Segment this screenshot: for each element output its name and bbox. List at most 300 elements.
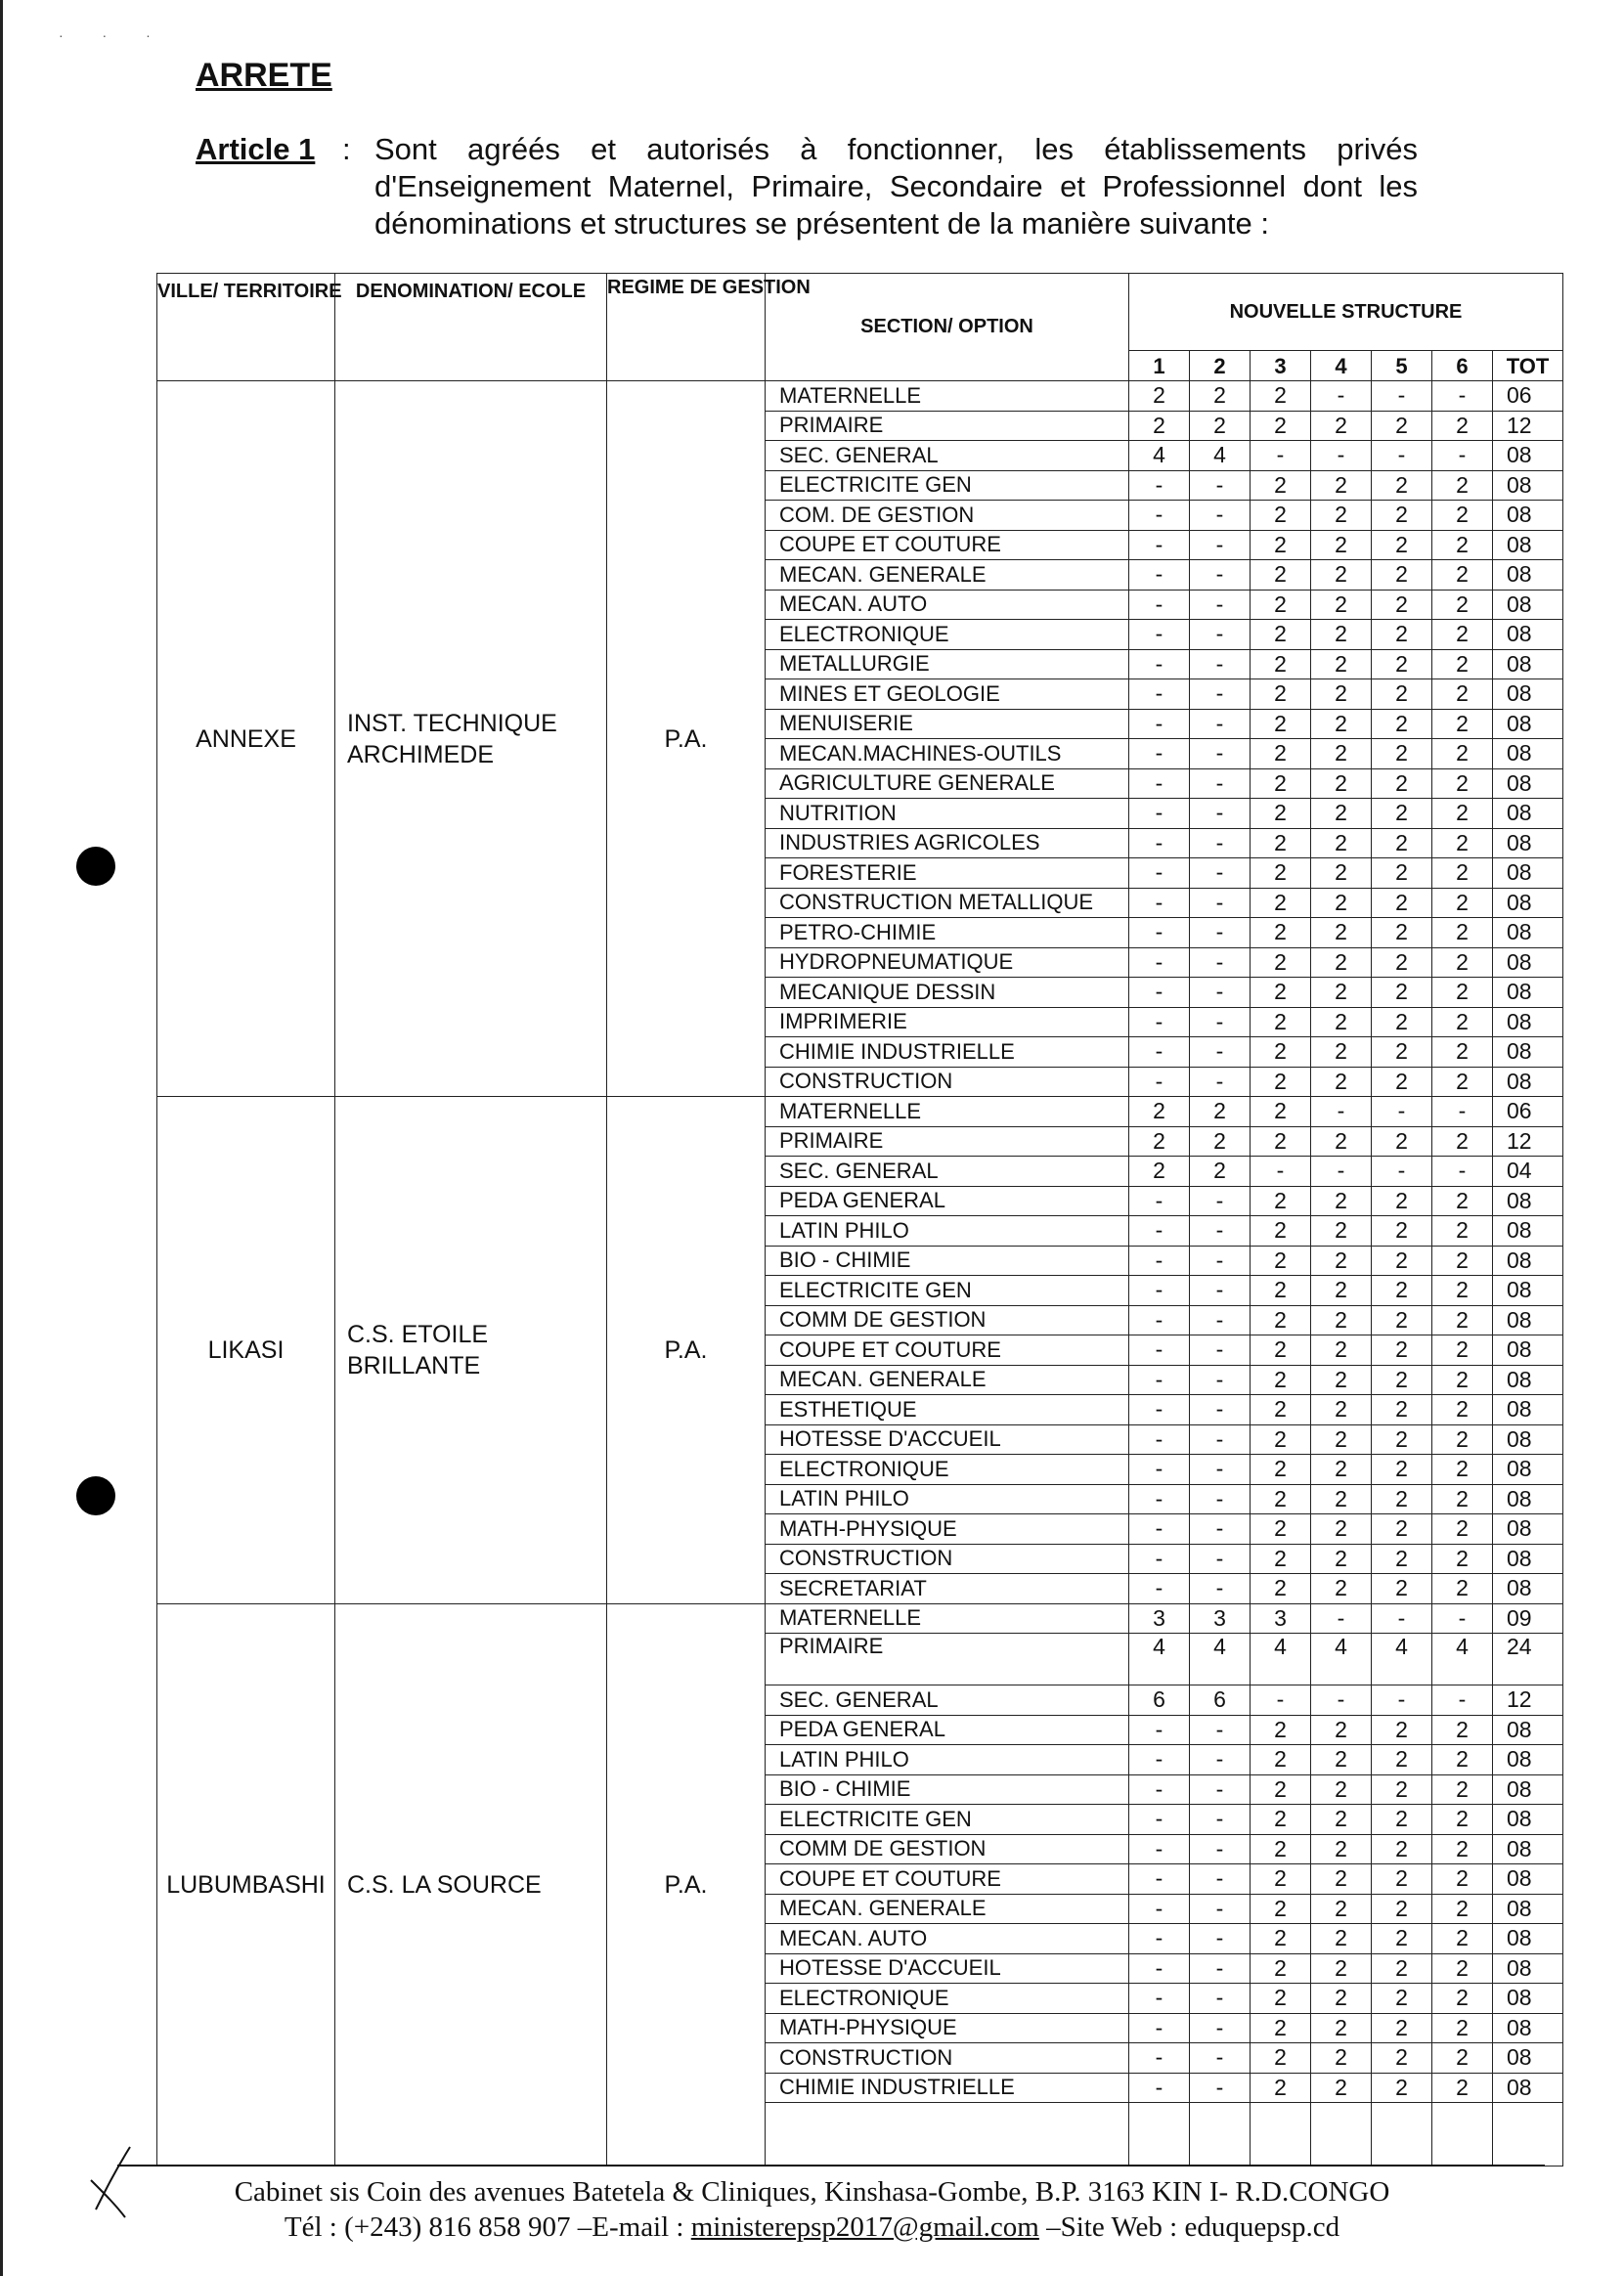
option-cell: NUTRITION bbox=[766, 799, 1129, 829]
table-row bbox=[157, 1603, 1563, 1634]
year-6-cell: 2 bbox=[1432, 1455, 1493, 1485]
year-3-cell: 2 bbox=[1251, 2073, 1311, 2103]
year-5-cell: 2 bbox=[1372, 1514, 1432, 1545]
total-cell: 09 bbox=[1493, 1603, 1563, 1634]
year-2-cell: - bbox=[1190, 739, 1251, 769]
year-1-cell: 2 bbox=[1129, 411, 1190, 441]
header-col-3: 3 bbox=[1251, 351, 1311, 381]
year-3-cell: 2 bbox=[1251, 1246, 1311, 1276]
total-cell: 08 bbox=[1493, 1216, 1563, 1247]
total-cell: 08 bbox=[1493, 1745, 1563, 1775]
option-cell: COMM DE GESTION bbox=[766, 1834, 1129, 1864]
year-5-cell: 2 bbox=[1372, 1424, 1432, 1455]
year-2-cell: - bbox=[1190, 1186, 1251, 1216]
option-cell: ELECTRICITE GEN bbox=[766, 1276, 1129, 1306]
year-6-cell: - bbox=[1432, 441, 1493, 471]
year-5-cell: 2 bbox=[1372, 1276, 1432, 1306]
year-3-cell: 2 bbox=[1251, 1424, 1311, 1455]
total-cell: 08 bbox=[1493, 1424, 1563, 1455]
footer-site: –Site Web : eduquepsp.cd bbox=[1038, 2211, 1340, 2243]
year-1-cell: - bbox=[1129, 1484, 1190, 1514]
header-col-5: 5 bbox=[1372, 351, 1432, 381]
year-2-cell bbox=[1190, 2103, 1251, 2167]
year-3-cell: 2 bbox=[1251, 1484, 1311, 1514]
year-6-cell: 2 bbox=[1432, 1246, 1493, 1276]
year-4-cell: 2 bbox=[1311, 1924, 1372, 1954]
year-5-cell: 2 bbox=[1372, 1864, 1432, 1895]
year-2-cell: - bbox=[1190, 530, 1251, 560]
year-6-cell: 2 bbox=[1432, 679, 1493, 710]
year-1-cell: - bbox=[1129, 1037, 1190, 1068]
year-1-cell: 2 bbox=[1129, 381, 1190, 412]
year-6-cell: 2 bbox=[1432, 1037, 1493, 1068]
total-cell: 08 bbox=[1493, 1037, 1563, 1068]
year-1-cell: - bbox=[1129, 1067, 1190, 1097]
year-5-cell: 2 bbox=[1372, 1574, 1432, 1604]
year-5-cell: 2 bbox=[1372, 918, 1432, 948]
header-denomination: DENOMINATION/ ECOLE bbox=[335, 274, 607, 381]
option-cell: CONSTRUCTION METALLIQUE bbox=[766, 888, 1129, 918]
option-cell: ELECTRONIQUE bbox=[766, 620, 1129, 650]
year-3-cell: 2 bbox=[1251, 1455, 1311, 1485]
year-4-cell: 2 bbox=[1311, 530, 1372, 560]
year-5-cell: 2 bbox=[1372, 1834, 1432, 1864]
option-cell: PRIMAIRE bbox=[766, 1126, 1129, 1157]
year-1-cell: 4 bbox=[1129, 441, 1190, 471]
year-1-cell: - bbox=[1129, 739, 1190, 769]
year-5-cell: 2 bbox=[1372, 709, 1432, 739]
year-5-cell: 2 bbox=[1372, 1894, 1432, 1924]
year-6-cell: 2 bbox=[1432, 560, 1493, 591]
year-2-cell: - bbox=[1190, 1574, 1251, 1604]
year-6-cell: 2 bbox=[1432, 1395, 1493, 1425]
year-6-cell: 2 bbox=[1432, 1745, 1493, 1775]
option-cell: ELECTRONIQUE bbox=[766, 1984, 1129, 2014]
year-1-cell: - bbox=[1129, 1246, 1190, 1276]
year-2-cell: - bbox=[1190, 470, 1251, 501]
ecole-cell: INST. TECHNIQUE ARCHIMEDE bbox=[335, 381, 607, 1097]
option-cell: AGRICULTURE GENERALE bbox=[766, 768, 1129, 799]
year-4-cell: 2 bbox=[1311, 1455, 1372, 1485]
year-5-cell: 2 bbox=[1372, 590, 1432, 620]
year-1-cell: - bbox=[1129, 1186, 1190, 1216]
total-cell: 08 bbox=[1493, 1894, 1563, 1924]
year-3-cell: - bbox=[1251, 441, 1311, 471]
year-1-cell: - bbox=[1129, 1715, 1190, 1745]
year-5-cell: 2 bbox=[1372, 1484, 1432, 1514]
year-1-cell: - bbox=[1129, 590, 1190, 620]
year-3-cell: 2 bbox=[1251, 1774, 1311, 1805]
year-3-cell: 2 bbox=[1251, 649, 1311, 679]
header-col-6: 6 bbox=[1432, 351, 1493, 381]
year-2-cell: - bbox=[1190, 1805, 1251, 1835]
year-5-cell: 2 bbox=[1372, 799, 1432, 829]
year-4-cell: 2 bbox=[1311, 1574, 1372, 1604]
header-regime: REGIME DE GESTION bbox=[607, 274, 766, 381]
total-cell: 08 bbox=[1493, 1984, 1563, 2014]
year-2-cell: - bbox=[1190, 1007, 1251, 1037]
total-cell: 08 bbox=[1493, 1395, 1563, 1425]
year-6-cell: 2 bbox=[1432, 620, 1493, 650]
year-1-cell: - bbox=[1129, 1864, 1190, 1895]
year-3-cell: 2 bbox=[1251, 1805, 1311, 1835]
year-4-cell: 2 bbox=[1311, 1544, 1372, 1574]
year-4-cell: 2 bbox=[1311, 679, 1372, 710]
year-1-cell: - bbox=[1129, 2043, 1190, 2074]
year-5-cell: 2 bbox=[1372, 1774, 1432, 1805]
total-cell: 08 bbox=[1493, 1067, 1563, 1097]
year-3-cell: 2 bbox=[1251, 1544, 1311, 1574]
year-1-cell: - bbox=[1129, 620, 1190, 650]
year-6-cell: 2 bbox=[1432, 1007, 1493, 1037]
year-2-cell: - bbox=[1190, 1365, 1251, 1395]
year-4-cell: - bbox=[1311, 381, 1372, 412]
total-cell: 08 bbox=[1493, 1484, 1563, 1514]
year-3-cell: 2 bbox=[1251, 828, 1311, 858]
year-3-cell: 2 bbox=[1251, 1037, 1311, 1068]
year-4-cell: - bbox=[1311, 1157, 1372, 1187]
year-5-cell: 2 bbox=[1372, 679, 1432, 710]
option-cell: PEDA GENERAL bbox=[766, 1186, 1129, 1216]
year-5-cell bbox=[1372, 2103, 1432, 2167]
year-1-cell: - bbox=[1129, 2073, 1190, 2103]
year-4-cell: 2 bbox=[1311, 1484, 1372, 1514]
total-cell: 06 bbox=[1493, 381, 1563, 412]
year-2-cell: 6 bbox=[1190, 1685, 1251, 1716]
year-5-cell: 2 bbox=[1372, 1924, 1432, 1954]
year-4-cell: 2 bbox=[1311, 1067, 1372, 1097]
year-3-cell: 2 bbox=[1251, 381, 1311, 412]
year-1-cell: - bbox=[1129, 530, 1190, 560]
total-cell: 08 bbox=[1493, 679, 1563, 710]
total-cell: 08 bbox=[1493, 978, 1563, 1008]
year-1-cell: 2 bbox=[1129, 1126, 1190, 1157]
year-3-cell: 2 bbox=[1251, 1984, 1311, 2014]
option-cell: SECRETARIAT bbox=[766, 1574, 1129, 1604]
year-2-cell: - bbox=[1190, 1953, 1251, 1984]
year-2-cell: - bbox=[1190, 2013, 1251, 2043]
option-cell: PETRO-CHIMIE bbox=[766, 918, 1129, 948]
year-2-cell: - bbox=[1190, 1984, 1251, 2014]
year-4-cell: 2 bbox=[1311, 1246, 1372, 1276]
option-cell bbox=[766, 2103, 1129, 2167]
year-3-cell: 2 bbox=[1251, 918, 1311, 948]
year-2-cell: - bbox=[1190, 590, 1251, 620]
total-cell: 08 bbox=[1493, 1953, 1563, 1984]
year-5-cell: - bbox=[1372, 1603, 1432, 1634]
year-4-cell: 2 bbox=[1311, 768, 1372, 799]
year-5-cell: 2 bbox=[1372, 1335, 1432, 1366]
year-3-cell: 2 bbox=[1251, 590, 1311, 620]
regime-cell: P.A. bbox=[607, 1097, 766, 1604]
option-cell: BIO - CHIMIE bbox=[766, 1246, 1129, 1276]
year-4-cell: 2 bbox=[1311, 470, 1372, 501]
punch-hole-top bbox=[76, 847, 115, 886]
year-3-cell: 2 bbox=[1251, 1745, 1311, 1775]
option-cell: MATERNELLE bbox=[766, 1603, 1129, 1634]
option-cell: SEC. GENERAL bbox=[766, 441, 1129, 471]
header-section: SECTION/ OPTION bbox=[766, 274, 1129, 381]
total-cell: 08 bbox=[1493, 1276, 1563, 1306]
header-col-tot: TOT bbox=[1493, 351, 1563, 381]
year-4-cell: 2 bbox=[1311, 649, 1372, 679]
year-1-cell: - bbox=[1129, 1395, 1190, 1425]
year-5-cell: 2 bbox=[1372, 828, 1432, 858]
year-4-cell: 2 bbox=[1311, 1395, 1372, 1425]
year-3-cell: 2 bbox=[1251, 1514, 1311, 1545]
year-6-cell: 2 bbox=[1432, 918, 1493, 948]
total-cell: 08 bbox=[1493, 1186, 1563, 1216]
year-5-cell: 2 bbox=[1372, 530, 1432, 560]
year-4-cell: 2 bbox=[1311, 1276, 1372, 1306]
option-cell: HOTESSE D'ACCUEIL bbox=[766, 1953, 1129, 1984]
option-cell: COUPE ET COUTURE bbox=[766, 530, 1129, 560]
year-4-cell: 2 bbox=[1311, 858, 1372, 889]
year-2-cell: - bbox=[1190, 1745, 1251, 1775]
total-cell: 08 bbox=[1493, 1715, 1563, 1745]
year-5-cell: 2 bbox=[1372, 2073, 1432, 2103]
footer-contact bbox=[0, 2211, 1624, 2244]
year-3-cell: 2 bbox=[1251, 620, 1311, 650]
year-6-cell: - bbox=[1432, 1097, 1493, 1127]
total-cell: 08 bbox=[1493, 768, 1563, 799]
year-6-cell: 2 bbox=[1432, 1924, 1493, 1954]
total-cell: 08 bbox=[1493, 828, 1563, 858]
ville-cell: LUBUMBASHI bbox=[157, 1603, 335, 2167]
year-5-cell: 2 bbox=[1372, 411, 1432, 441]
year-6-cell: 2 bbox=[1432, 501, 1493, 531]
total-cell: 08 bbox=[1493, 947, 1563, 978]
year-1-cell: - bbox=[1129, 1424, 1190, 1455]
option-cell: HOTESSE D'ACCUEIL bbox=[766, 1424, 1129, 1455]
year-5-cell: 2 bbox=[1372, 1186, 1432, 1216]
total-cell: 06 bbox=[1493, 1097, 1563, 1127]
year-1-cell: - bbox=[1129, 709, 1190, 739]
year-6-cell: 2 bbox=[1432, 858, 1493, 889]
year-5-cell: 2 bbox=[1372, 858, 1432, 889]
year-2-cell: 2 bbox=[1190, 1097, 1251, 1127]
total-cell: 12 bbox=[1493, 1126, 1563, 1157]
year-4-cell: 2 bbox=[1311, 947, 1372, 978]
year-5-cell: 2 bbox=[1372, 1984, 1432, 2014]
year-4-cell: 2 bbox=[1311, 1037, 1372, 1068]
year-2-cell: - bbox=[1190, 1276, 1251, 1306]
year-3-cell: 2 bbox=[1251, 530, 1311, 560]
year-6-cell: 2 bbox=[1432, 1067, 1493, 1097]
footer-email-link[interactable]: ministerepsp2017@gmail.com bbox=[690, 2211, 1039, 2243]
year-2-cell: - bbox=[1190, 828, 1251, 858]
year-1-cell: - bbox=[1129, 2013, 1190, 2043]
year-4-cell: 2 bbox=[1311, 1984, 1372, 2014]
year-2-cell: - bbox=[1190, 1544, 1251, 1574]
year-1-cell: - bbox=[1129, 918, 1190, 948]
year-3-cell: 2 bbox=[1251, 1067, 1311, 1097]
year-1-cell: - bbox=[1129, 1894, 1190, 1924]
total-cell: 08 bbox=[1493, 739, 1563, 769]
year-6-cell: - bbox=[1432, 1685, 1493, 1716]
year-1-cell: - bbox=[1129, 947, 1190, 978]
year-1-cell: - bbox=[1129, 1924, 1190, 1954]
regime-cell: P.A. bbox=[607, 381, 766, 1097]
year-1-cell: - bbox=[1129, 1544, 1190, 1574]
year-2-cell: - bbox=[1190, 1455, 1251, 1485]
year-2-cell: 2 bbox=[1190, 411, 1251, 441]
year-3-cell: 2 bbox=[1251, 1864, 1311, 1895]
option-cell: MECAN. GENERALE bbox=[766, 560, 1129, 591]
year-2-cell: - bbox=[1190, 2073, 1251, 2103]
total-cell: 08 bbox=[1493, 1365, 1563, 1395]
year-1-cell bbox=[1129, 2103, 1190, 2167]
year-2-cell: - bbox=[1190, 1834, 1251, 1864]
total-cell: 24 bbox=[1493, 1634, 1563, 1685]
year-6-cell: 2 bbox=[1432, 739, 1493, 769]
year-2-cell: 2 bbox=[1190, 381, 1251, 412]
year-5-cell: 2 bbox=[1372, 1544, 1432, 1574]
year-3-cell: 2 bbox=[1251, 679, 1311, 710]
option-cell: MECAN. AUTO bbox=[766, 590, 1129, 620]
year-5-cell: 2 bbox=[1372, 978, 1432, 1008]
year-5-cell: 2 bbox=[1372, 1805, 1432, 1835]
article-label: Article 1 bbox=[196, 132, 316, 166]
year-3-cell: 2 bbox=[1251, 1574, 1311, 1604]
punch-hole-bottom bbox=[76, 1476, 115, 1515]
ecole-cell: C.S. LA SOURCE bbox=[335, 1603, 607, 2167]
year-1-cell: - bbox=[1129, 470, 1190, 501]
year-1-cell: 6 bbox=[1129, 1685, 1190, 1716]
article-text: Sont agréés et autorisés à fonctionner, les établissements privés d'Enseignement Maternel, Primaire, Secondaire et Professionnel dont les dénominations et structures se présentent de la manière suivante : bbox=[374, 132, 1418, 241]
year-4-cell: 2 bbox=[1311, 1774, 1372, 1805]
option-cell: HYDROPNEUMATIQUE bbox=[766, 947, 1129, 978]
year-4-cell: 2 bbox=[1311, 590, 1372, 620]
year-5-cell: 2 bbox=[1372, 649, 1432, 679]
year-6-cell: 2 bbox=[1432, 1484, 1493, 1514]
scan-specks: · · · bbox=[59, 27, 168, 43]
year-2-cell: - bbox=[1190, 1037, 1251, 1068]
year-5-cell: 2 bbox=[1372, 1007, 1432, 1037]
ville-cell: ANNEXE bbox=[157, 381, 335, 1097]
year-4-cell: 2 bbox=[1311, 888, 1372, 918]
year-2-cell: - bbox=[1190, 888, 1251, 918]
year-6-cell: 2 bbox=[1432, 1424, 1493, 1455]
year-2-cell: 4 bbox=[1190, 441, 1251, 471]
year-6-cell: 2 bbox=[1432, 799, 1493, 829]
year-2-cell: - bbox=[1190, 1514, 1251, 1545]
year-4-cell: - bbox=[1311, 441, 1372, 471]
year-5-cell: - bbox=[1372, 441, 1432, 471]
year-5-cell: - bbox=[1372, 1685, 1432, 1716]
year-3-cell: 2 bbox=[1251, 470, 1311, 501]
year-3-cell: 2 bbox=[1251, 1395, 1311, 1425]
option-cell: INDUSTRIES AGRICOLES bbox=[766, 828, 1129, 858]
year-5-cell: 2 bbox=[1372, 1305, 1432, 1335]
option-cell: CONSTRUCTION bbox=[766, 1544, 1129, 1574]
year-3-cell: 4 bbox=[1251, 1634, 1311, 1685]
year-3-cell: 2 bbox=[1251, 1216, 1311, 1247]
year-6-cell: - bbox=[1432, 381, 1493, 412]
year-6-cell: 2 bbox=[1432, 1953, 1493, 1984]
year-6-cell: 2 bbox=[1432, 1894, 1493, 1924]
year-1-cell: - bbox=[1129, 1276, 1190, 1306]
year-1-cell: - bbox=[1129, 1805, 1190, 1835]
year-4-cell: 2 bbox=[1311, 1805, 1372, 1835]
year-4-cell: - bbox=[1311, 1603, 1372, 1634]
option-cell: ESTHETIQUE bbox=[766, 1395, 1129, 1425]
option-cell: COM. DE GESTION bbox=[766, 501, 1129, 531]
year-4-cell: 2 bbox=[1311, 918, 1372, 948]
total-cell: 08 bbox=[1493, 501, 1563, 531]
year-1-cell: 3 bbox=[1129, 1603, 1190, 1634]
year-3-cell: 2 bbox=[1251, 768, 1311, 799]
year-5-cell: - bbox=[1372, 1097, 1432, 1127]
year-5-cell: 2 bbox=[1372, 888, 1432, 918]
year-6-cell: 2 bbox=[1432, 470, 1493, 501]
year-5-cell: 2 bbox=[1372, 1037, 1432, 1068]
year-4-cell: 2 bbox=[1311, 709, 1372, 739]
option-cell: MECAN. AUTO bbox=[766, 1924, 1129, 1954]
option-cell: PRIMAIRE bbox=[766, 1634, 1129, 1685]
year-3-cell: 2 bbox=[1251, 858, 1311, 889]
year-4-cell: 2 bbox=[1311, 1335, 1372, 1366]
year-5-cell: 2 bbox=[1372, 1395, 1432, 1425]
year-3-cell: 2 bbox=[1251, 709, 1311, 739]
option-cell: MECAN. GENERALE bbox=[766, 1894, 1129, 1924]
year-6-cell: 2 bbox=[1432, 1276, 1493, 1306]
year-3-cell: 2 bbox=[1251, 2043, 1311, 2074]
year-3-cell: 2 bbox=[1251, 888, 1311, 918]
year-6-cell: - bbox=[1432, 1603, 1493, 1634]
year-3-cell: 2 bbox=[1251, 560, 1311, 591]
header-ville: VILLE/ TERRITOIRE bbox=[157, 274, 335, 381]
article-colon: : bbox=[342, 132, 351, 166]
year-2-cell: 3 bbox=[1190, 1603, 1251, 1634]
option-cell: PEDA GENERAL bbox=[766, 1715, 1129, 1745]
year-1-cell: - bbox=[1129, 1455, 1190, 1485]
year-3-cell: - bbox=[1251, 1157, 1311, 1187]
year-6-cell bbox=[1432, 2103, 1493, 2167]
header-col-1: 1 bbox=[1129, 351, 1190, 381]
year-2-cell: - bbox=[1190, 768, 1251, 799]
year-2-cell: - bbox=[1190, 918, 1251, 948]
total-cell: 08 bbox=[1493, 1007, 1563, 1037]
header-nouvelle-structure: NOUVELLE STRUCTURE bbox=[1129, 274, 1563, 351]
year-1-cell: - bbox=[1129, 1953, 1190, 1984]
year-6-cell: 2 bbox=[1432, 2073, 1493, 2103]
year-3-cell: 2 bbox=[1251, 1007, 1311, 1037]
year-2-cell: 2 bbox=[1190, 1126, 1251, 1157]
total-cell: 08 bbox=[1493, 1774, 1563, 1805]
total-cell: 08 bbox=[1493, 1805, 1563, 1835]
year-3-cell: 2 bbox=[1251, 978, 1311, 1008]
year-5-cell: 2 bbox=[1372, 1715, 1432, 1745]
year-4-cell: 2 bbox=[1311, 1216, 1372, 1247]
header-col-4: 4 bbox=[1311, 351, 1372, 381]
year-4-cell: 2 bbox=[1311, 828, 1372, 858]
year-4-cell: 2 bbox=[1311, 1424, 1372, 1455]
year-4-cell: 2 bbox=[1311, 978, 1372, 1008]
scan-edge bbox=[0, 0, 3, 2276]
year-2-cell: - bbox=[1190, 1395, 1251, 1425]
year-5-cell: 2 bbox=[1372, 470, 1432, 501]
year-4-cell: 2 bbox=[1311, 1894, 1372, 1924]
year-6-cell: 2 bbox=[1432, 1864, 1493, 1895]
year-6-cell: 2 bbox=[1432, 1186, 1493, 1216]
structure-table bbox=[156, 273, 1563, 2167]
total-cell: 08 bbox=[1493, 1514, 1563, 1545]
document-heading: ARRETE bbox=[196, 57, 332, 94]
option-cell: ELECTRICITE GEN bbox=[766, 1805, 1129, 1835]
year-1-cell: - bbox=[1129, 1984, 1190, 2014]
year-1-cell: - bbox=[1129, 1335, 1190, 1366]
